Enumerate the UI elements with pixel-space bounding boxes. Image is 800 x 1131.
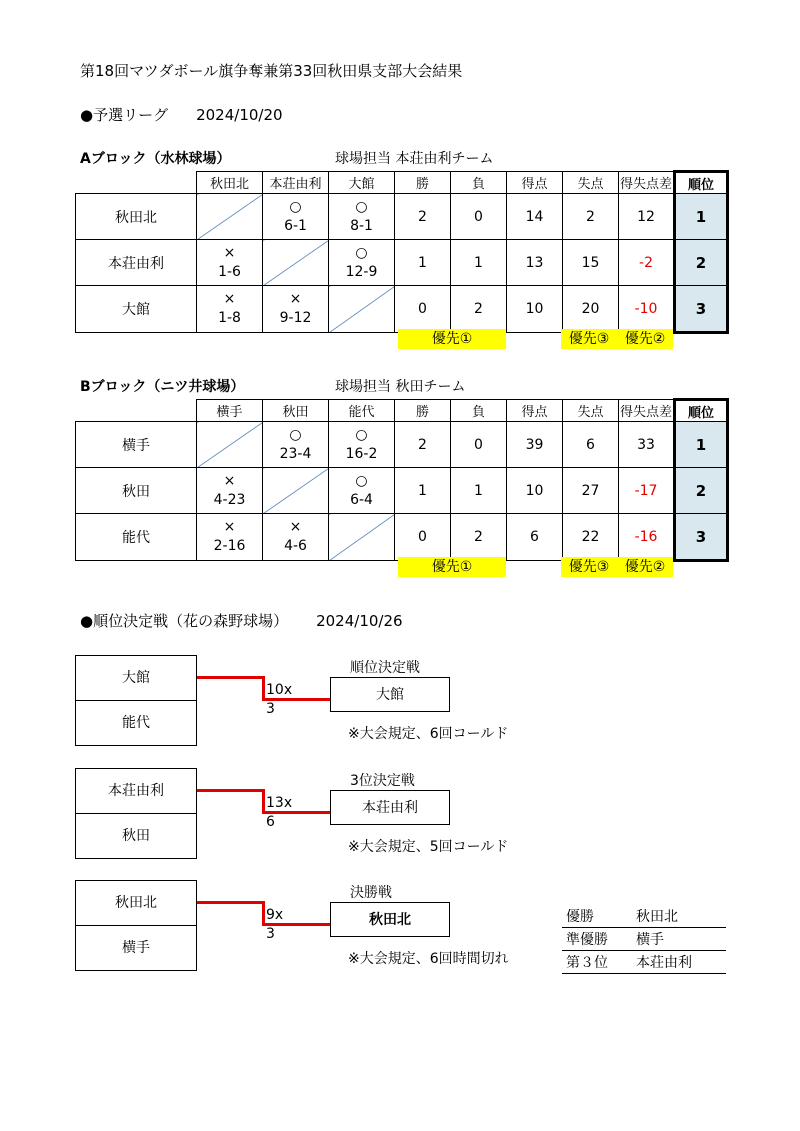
header-row [76, 400, 728, 422]
corner-cell [76, 172, 197, 194]
result-row [562, 951, 726, 974]
league-table [75, 170, 729, 334]
tiebreak-priority: 優先③ [561, 329, 617, 349]
result-place: 準優勝 [562, 928, 632, 951]
rank: 2 [675, 240, 728, 286]
wins: 2 [395, 422, 451, 468]
match-result-text [197, 290, 262, 328]
match-mark: ○ [289, 198, 302, 215]
losses: 0 [451, 422, 507, 468]
match-result-text [263, 518, 328, 556]
page-title: 第18回マツダボール旗争奪兼第33回秋田県支部大会結果 [80, 62, 463, 80]
run-diff: 12 [619, 194, 675, 240]
bracket-score-top: 9x [266, 907, 284, 923]
game-note: ※大会規定、6回コールド [348, 726, 509, 742]
park-assignment: 球場担当 本荘由利チーム [335, 151, 494, 167]
block-title: Bブロック（ニツ井球場） [80, 379, 245, 395]
run-diff: -17 [619, 468, 675, 514]
game-winner: 本荘由利 [330, 790, 450, 825]
match-mark: × [289, 291, 302, 307]
bracket-team-bottom: 能代 [122, 715, 150, 731]
bracket-score-bottom: 3 [266, 701, 275, 717]
match-result [329, 422, 395, 468]
result-team: 秋田北 [632, 905, 726, 928]
bracket-box [75, 880, 197, 971]
run-diff: -2 [619, 240, 675, 286]
bracket-score-top: 10x [266, 682, 293, 698]
match-score: 23-4 [279, 445, 312, 462]
runs-for: 39 [507, 422, 563, 468]
team-row [76, 422, 728, 468]
team-row [76, 194, 728, 240]
match-result [263, 422, 329, 468]
runs-against: 2 [563, 194, 619, 240]
match-score: 1-6 [218, 263, 241, 280]
match-mark: × [223, 519, 236, 535]
rank: 2 [675, 468, 728, 514]
wins: 0 [395, 514, 451, 561]
tiebreak-priority: 優先① [398, 329, 506, 349]
league-heading [80, 104, 283, 125]
run-diff: -10 [619, 286, 675, 333]
game-title: 順位決定戦 [350, 660, 420, 676]
self-match-cell [329, 514, 395, 561]
match-mark: × [223, 244, 236, 261]
bracket-box [75, 768, 197, 859]
match-result-text [329, 472, 394, 510]
opponent-header: 大館 [329, 172, 395, 194]
run-diff: -16 [619, 514, 675, 561]
self-match-cell [263, 240, 329, 286]
team-name: 横手 [76, 422, 197, 468]
team-row [76, 240, 728, 286]
runs-for: 10 [507, 286, 563, 333]
game-note: ※大会規定、5回コールド [348, 839, 509, 855]
losses: 2 [451, 286, 507, 333]
self-match-cell [197, 422, 263, 468]
match-result-text [263, 198, 328, 236]
playoff-date: 2024/10/26 [316, 612, 403, 630]
rank: 1 [675, 422, 728, 468]
bracket-line [262, 901, 265, 925]
rank: 3 [675, 286, 728, 333]
runs-against: 15 [563, 240, 619, 286]
match-score: 6-1 [284, 217, 307, 234]
league-table [75, 398, 729, 562]
runs-against: 27 [563, 468, 619, 514]
match-score: 8-1 [350, 217, 373, 234]
bracket-score-top: 13x [266, 795, 293, 811]
losses: 2 [451, 514, 507, 561]
match-mark: ○ [289, 426, 302, 443]
match-result [329, 468, 395, 514]
match-result [197, 514, 263, 561]
losses: 1 [451, 468, 507, 514]
match-score: 16-2 [345, 445, 378, 462]
match-result-text [329, 244, 394, 282]
match-mark: ○ [355, 198, 368, 215]
run-diff: 33 [619, 422, 675, 468]
stat-header: 負 [451, 400, 507, 422]
league-heading-label: ●予選リーグ [80, 106, 169, 124]
rank: 1 [675, 194, 728, 240]
final-results [562, 905, 726, 974]
game-title: 3位決定戦 [350, 773, 415, 789]
header-row [76, 172, 728, 194]
opponent-header: 横手 [197, 400, 263, 422]
bracket-line [262, 676, 265, 700]
tiebreak-priority: 優先② [617, 329, 673, 349]
bracket-line [197, 676, 263, 679]
team-name: 秋田 [76, 468, 197, 514]
match-mark: × [289, 519, 302, 535]
wins: 1 [395, 240, 451, 286]
stat-header: 得失点差 [619, 400, 675, 422]
match-result-text [197, 244, 262, 282]
team-name: 大館 [76, 286, 197, 333]
opponent-header: 秋田 [263, 400, 329, 422]
wins: 0 [395, 286, 451, 333]
match-result [263, 286, 329, 333]
match-mark: ○ [355, 426, 368, 443]
bracket-line [262, 789, 265, 813]
playoff-heading-label: ●順位決定戦（花の森野球場） [80, 612, 289, 630]
match-result-text [329, 198, 394, 236]
match-result-text [197, 518, 262, 556]
result-row [562, 905, 726, 928]
stat-header: 負 [451, 172, 507, 194]
team-name: 能代 [76, 514, 197, 561]
bracket-box [75, 655, 197, 746]
bracket-line [197, 789, 263, 792]
bracket-line [197, 901, 263, 904]
match-score: 2-16 [213, 538, 246, 554]
stat-header: 順位 [675, 400, 728, 422]
bracket-team-top: 本荘由利 [108, 783, 164, 799]
team-name: 本荘由利 [76, 240, 197, 286]
stat-header: 勝 [395, 400, 451, 422]
match-mark: × [223, 472, 236, 489]
opponent-header: 本荘由利 [263, 172, 329, 194]
runs-for: 14 [507, 194, 563, 240]
league-date: 2024/10/20 [196, 106, 283, 124]
wins: 1 [395, 468, 451, 514]
stat-header: 得点 [507, 172, 563, 194]
match-score: 9-12 [279, 310, 312, 326]
stat-header: 得失点差 [619, 172, 675, 194]
team-row [76, 514, 728, 561]
match-mark: ○ [355, 472, 368, 489]
match-result [263, 514, 329, 561]
match-result-text [263, 290, 328, 328]
team-row [76, 286, 728, 333]
match-result-text [263, 426, 328, 464]
game-winner: 大館 [330, 677, 450, 712]
result-place: 第３位 [562, 951, 632, 974]
runs-against: 22 [563, 514, 619, 561]
match-result [197, 240, 263, 286]
stat-header: 順位 [675, 172, 728, 194]
runs-for: 13 [507, 240, 563, 286]
wins: 2 [395, 194, 451, 240]
bracket-team-bottom: 横手 [122, 940, 150, 956]
match-result-text [197, 472, 262, 510]
runs-against: 6 [563, 422, 619, 468]
game-winner: 秋田北 [330, 902, 450, 937]
bracket-team-bottom: 秋田 [122, 828, 150, 844]
match-score: 6-4 [350, 491, 373, 508]
opponent-header: 能代 [329, 400, 395, 422]
result-team: 本荘由利 [632, 951, 726, 974]
runs-for: 10 [507, 468, 563, 514]
team-name: 秋田北 [76, 194, 197, 240]
corner-cell [76, 400, 197, 422]
losses: 1 [451, 240, 507, 286]
stat-header: 失点 [563, 172, 619, 194]
rank: 3 [675, 514, 728, 561]
game-title: 決勝戦 [350, 885, 392, 901]
match-result-text [329, 426, 394, 464]
bracket-score-bottom: 3 [266, 926, 275, 942]
losses: 0 [451, 194, 507, 240]
match-result [329, 194, 395, 240]
result-row [562, 928, 726, 951]
match-score: 12-9 [345, 263, 378, 280]
game-note: ※大会規定、6回時間切れ [348, 951, 509, 967]
bracket-score-bottom: 6 [266, 814, 275, 830]
match-score: 1-8 [218, 310, 241, 326]
park-assignment: 球場担当 秋田チーム [335, 379, 466, 395]
tiebreak-priority: 優先③ [561, 557, 617, 577]
self-match-cell [197, 194, 263, 240]
self-match-cell [329, 286, 395, 333]
stat-header: 失点 [563, 400, 619, 422]
playoff-heading [80, 610, 403, 631]
self-match-cell [263, 468, 329, 514]
match-result [263, 194, 329, 240]
match-result [197, 468, 263, 514]
block-title: Aブロック（水林球場） [80, 151, 231, 167]
bracket-team-top: 秋田北 [115, 895, 157, 911]
team-row [76, 468, 728, 514]
match-result [197, 286, 263, 333]
match-mark: × [223, 291, 236, 307]
match-mark: ○ [355, 244, 368, 261]
bracket-team-top: 大館 [122, 670, 150, 686]
opponent-header: 秋田北 [197, 172, 263, 194]
result-team: 横手 [632, 928, 726, 951]
tiebreak-priority: 優先① [398, 557, 506, 577]
result-place: 優勝 [562, 905, 632, 928]
match-score: 4-23 [213, 491, 246, 508]
stat-header: 得点 [507, 400, 563, 422]
match-score: 4-6 [284, 538, 307, 554]
runs-for: 6 [507, 514, 563, 561]
runs-against: 20 [563, 286, 619, 333]
stat-header: 勝 [395, 172, 451, 194]
match-result [329, 240, 395, 286]
tiebreak-priority: 優先② [617, 557, 673, 577]
